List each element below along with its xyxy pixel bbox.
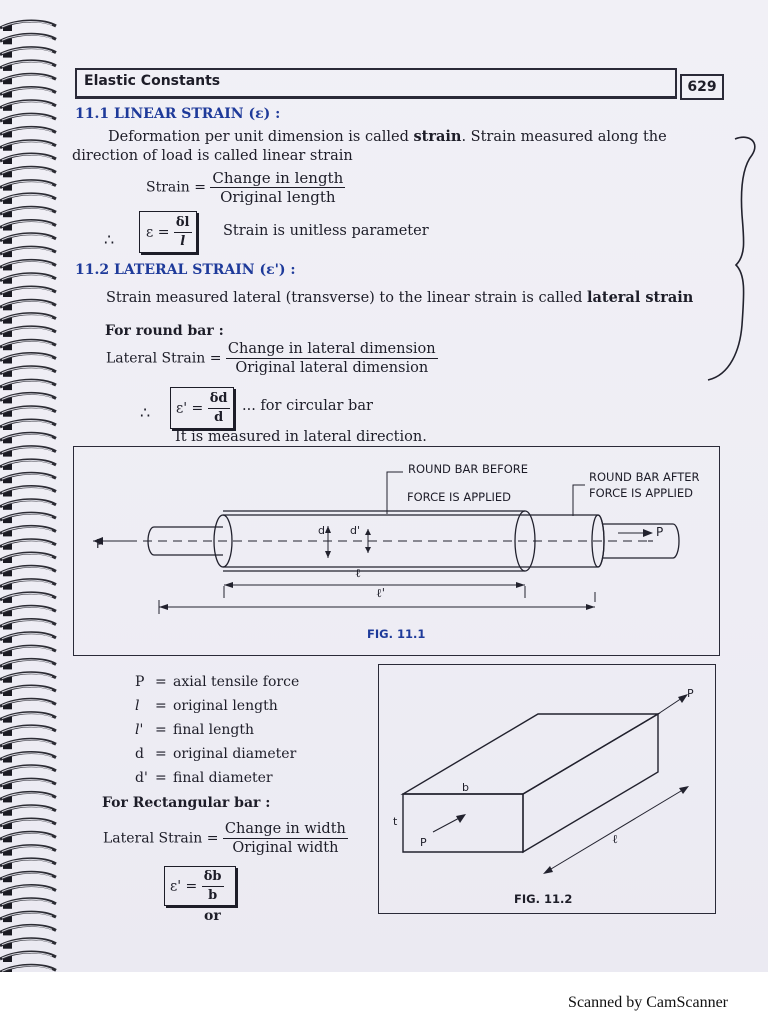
definition-text: final length	[173, 722, 255, 738]
fig1-caption: FIG. 11.1	[367, 627, 426, 641]
section-heading-lateral-strain: 11.2 LATERAL STRAIN (ε') :	[75, 262, 296, 278]
strain-formula-numerator: Change in length	[212, 169, 344, 187]
lateral-formula-lhs: Lateral Strain =	[106, 350, 222, 367]
definition-symbol: d	[135, 746, 144, 762]
fig2-width-label: b	[462, 781, 469, 794]
fig1-label-before-line1: ROUND BAR BEFORE	[408, 462, 529, 476]
definition-symbol: P	[135, 674, 145, 690]
definition-text: original diameter	[173, 746, 297, 762]
handwritten-brace-mark	[700, 125, 768, 390]
circular-bar-note: ... for circular bar	[242, 398, 373, 414]
section-heading-linear-strain: 11.1 LINEAR STRAIN (ε) :	[75, 106, 281, 122]
lateral-formula-denominator: Original lateral dimension	[235, 360, 429, 376]
fig1-final-diameter-label: d'	[350, 524, 361, 537]
eq-numerator: δl	[174, 214, 192, 233]
strain-formula	[146, 169, 345, 206]
definition-row	[135, 722, 254, 738]
eq-lhs: ε =	[146, 224, 170, 241]
fig1-force-right: P	[656, 525, 664, 539]
fig1-force-left: P	[96, 537, 104, 551]
spiral-binding	[0, 0, 70, 972]
fig1-length-label: ℓ	[355, 566, 361, 580]
lateral-strain-formula	[106, 340, 438, 377]
definition-text: axial tensile force	[173, 674, 300, 690]
or-text: or	[204, 908, 221, 924]
linear-strain-paragraph-line2: direction of load is called linear strain	[72, 148, 353, 164]
definition-symbol: l	[135, 698, 140, 714]
subheading-rectangular-bar: For Rectangular bar :	[102, 795, 271, 811]
para-text: Strain measured lateral (transverse) to the linear strain is called	[106, 290, 587, 306]
strain-formula-lhs: Strain =	[146, 179, 206, 196]
measured-lateral-note: It is measured in lateral direction.	[175, 429, 427, 445]
eq-numerator: δd	[208, 390, 230, 409]
figure-11-2-diagram	[378, 664, 714, 912]
therefore-symbol: ∴	[140, 403, 151, 422]
fig2-thickness-label: t	[393, 815, 398, 828]
para-bold-strain: strain	[413, 128, 462, 145]
linear-strain-equation	[146, 214, 192, 251]
eq-denominator: d	[214, 410, 224, 425]
header-underline	[75, 96, 677, 99]
para-bold-lateral: lateral strain	[586, 289, 694, 306]
fig2-caption: FIG. 11.2	[514, 892, 573, 906]
scanner-footer: Scanned by CamScanner	[568, 994, 728, 1011]
rect-formula-numerator: Change in width	[224, 821, 346, 837]
definition-equals: =	[155, 698, 167, 714]
chapter-title: Elastic Constants	[84, 73, 221, 89]
lateral-strain-equation	[176, 390, 230, 427]
definition-equals: =	[155, 722, 167, 738]
definition-text: original length	[173, 698, 278, 714]
definition-row	[135, 770, 273, 786]
para-text: Deformation per unit dimension is called	[108, 129, 414, 145]
eq-denominator: b	[208, 888, 218, 903]
rect-formula-lhs: Lateral Strain =	[103, 830, 219, 847]
fig1-diameter-label: d	[318, 524, 325, 537]
definition-equals: =	[155, 770, 167, 786]
eq-lhs: ε' =	[170, 878, 198, 895]
rect-lateral-strain-formula	[103, 820, 348, 857]
para-text-end: . Strain measured along the	[461, 129, 667, 145]
definition-equals: =	[155, 746, 167, 762]
lateral-formula-numerator: Change in lateral dimension	[227, 341, 436, 357]
fig2-length-label: ℓ	[612, 832, 618, 846]
therefore-symbol: ∴	[104, 230, 115, 249]
page-number: 629	[680, 74, 724, 100]
definition-equals: =	[155, 674, 167, 690]
fig1-label-before-line2: FORCE IS APPLIED	[407, 490, 512, 504]
rect-formula-denominator: Original width	[232, 840, 339, 856]
fig1-label-after-line1: ROUND BAR AFTER	[589, 470, 700, 484]
rect-strain-equation	[170, 868, 224, 905]
definition-symbol: d'	[135, 770, 148, 786]
eq-denominator: l	[180, 234, 186, 249]
definition-text: final diameter	[173, 770, 273, 786]
definition-row	[135, 698, 278, 714]
definition-row	[135, 746, 296, 762]
subheading-round-bar: For round bar :	[105, 323, 224, 339]
fig2-force-inner: P	[420, 836, 427, 849]
fig1-label-after-line2: FORCE IS APPLIED	[589, 486, 694, 500]
eq-lhs: ε' =	[176, 400, 204, 417]
linear-strain-paragraph	[108, 128, 667, 145]
lateral-strain-paragraph	[106, 289, 693, 306]
fig2-force-top: P	[687, 687, 694, 700]
definition-symbol: l'	[135, 722, 144, 738]
strain-formula-denominator: Original length	[220, 188, 336, 206]
unitless-note: Strain is unitless parameter	[223, 223, 429, 239]
definition-row	[135, 674, 299, 690]
fig1-final-length-label: ℓ'	[376, 586, 386, 600]
eq-numerator: δb	[202, 868, 224, 887]
